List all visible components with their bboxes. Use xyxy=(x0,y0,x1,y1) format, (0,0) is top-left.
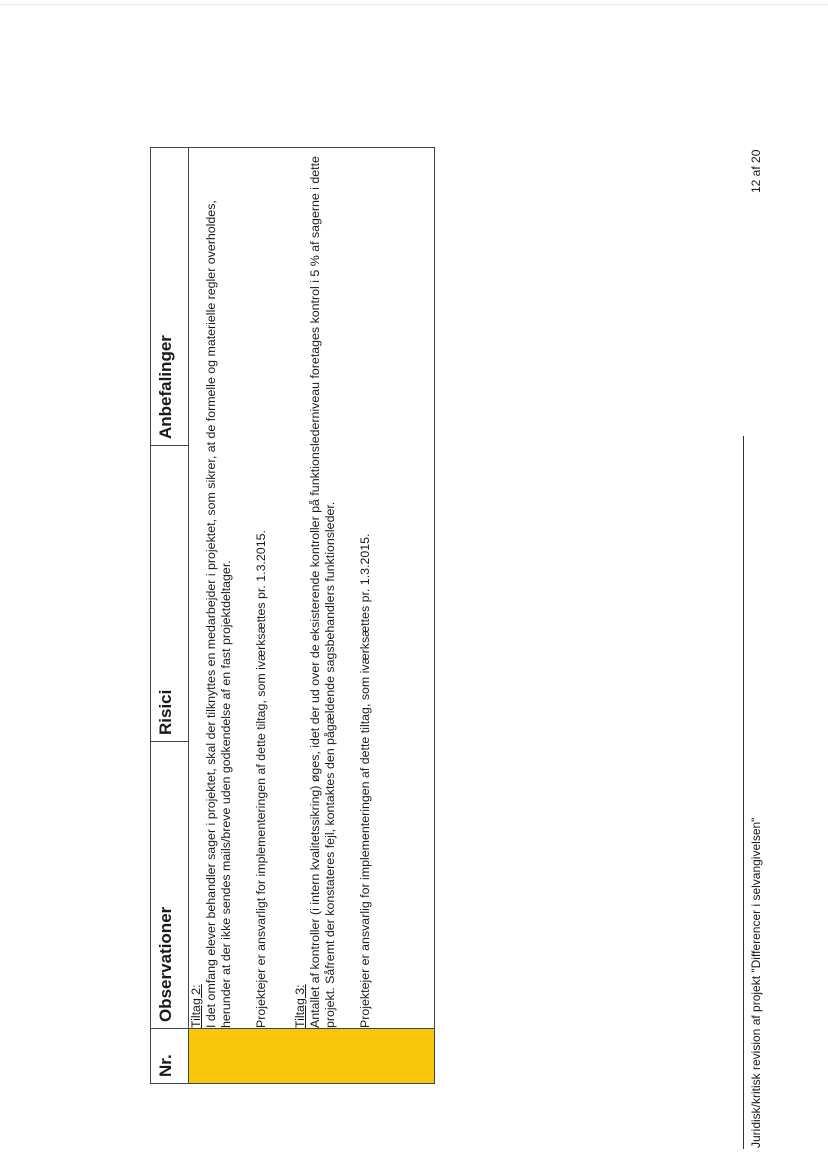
footer-document-title: Juridisk/kritisk revision af projekt "Differencer i selvangivelsen" xyxy=(749,817,763,1148)
header-anbefalinger: Anbefalinger xyxy=(151,148,189,446)
tiltag-2-text: I det omfang elever behandler sager i projektet, skal der tilknyttes en medarbejder i projektet, som sikrer, at de formelle og materielle regler overholdes, herunder at der ikke sendes mails/breve uden godkendelse af en fast projektdeltager. xyxy=(204,200,233,1028)
footer-rule xyxy=(743,436,744,1149)
tiltag-2-title: Tiltag 2: xyxy=(189,984,203,1028)
nr-cell xyxy=(189,1029,435,1084)
tiltag-3-responsible: Projektejer er ansvarlig for implementeringen af dette tiltag, som iværksættes pr. 1.3.2015. xyxy=(358,533,372,1028)
observations-table-wrap xyxy=(150,148,435,1084)
tiltag-2-responsible: Projektejer er ansvarligt for implementeringen af dette tiltag, som iværksættes pr. 1.3.2015. xyxy=(254,530,268,1028)
header-risici: Risici xyxy=(151,446,189,742)
table-row xyxy=(189,148,435,1084)
observations-table xyxy=(150,147,435,1084)
tiltag-3-title: Tiltag 3: xyxy=(293,984,307,1028)
header-observationer: Observationer xyxy=(151,742,189,1029)
page-number: 12 af 20 xyxy=(749,149,763,193)
tiltag-3-text: Antallet af kontroller (i intern kvalitetssikring) øges, idet der ud over de eksisterende kontroller på funktionslederniveau foretages kontrol i 5 % af sagerne i dette projekt. Såfremt der konstateres fejl, kontaktes den pågældende sagsbehandlers funktionsleder. xyxy=(308,156,337,1028)
recommendations-cell xyxy=(189,148,435,1029)
header-nr: Nr. xyxy=(151,1029,189,1084)
table-header-row xyxy=(151,148,189,1084)
